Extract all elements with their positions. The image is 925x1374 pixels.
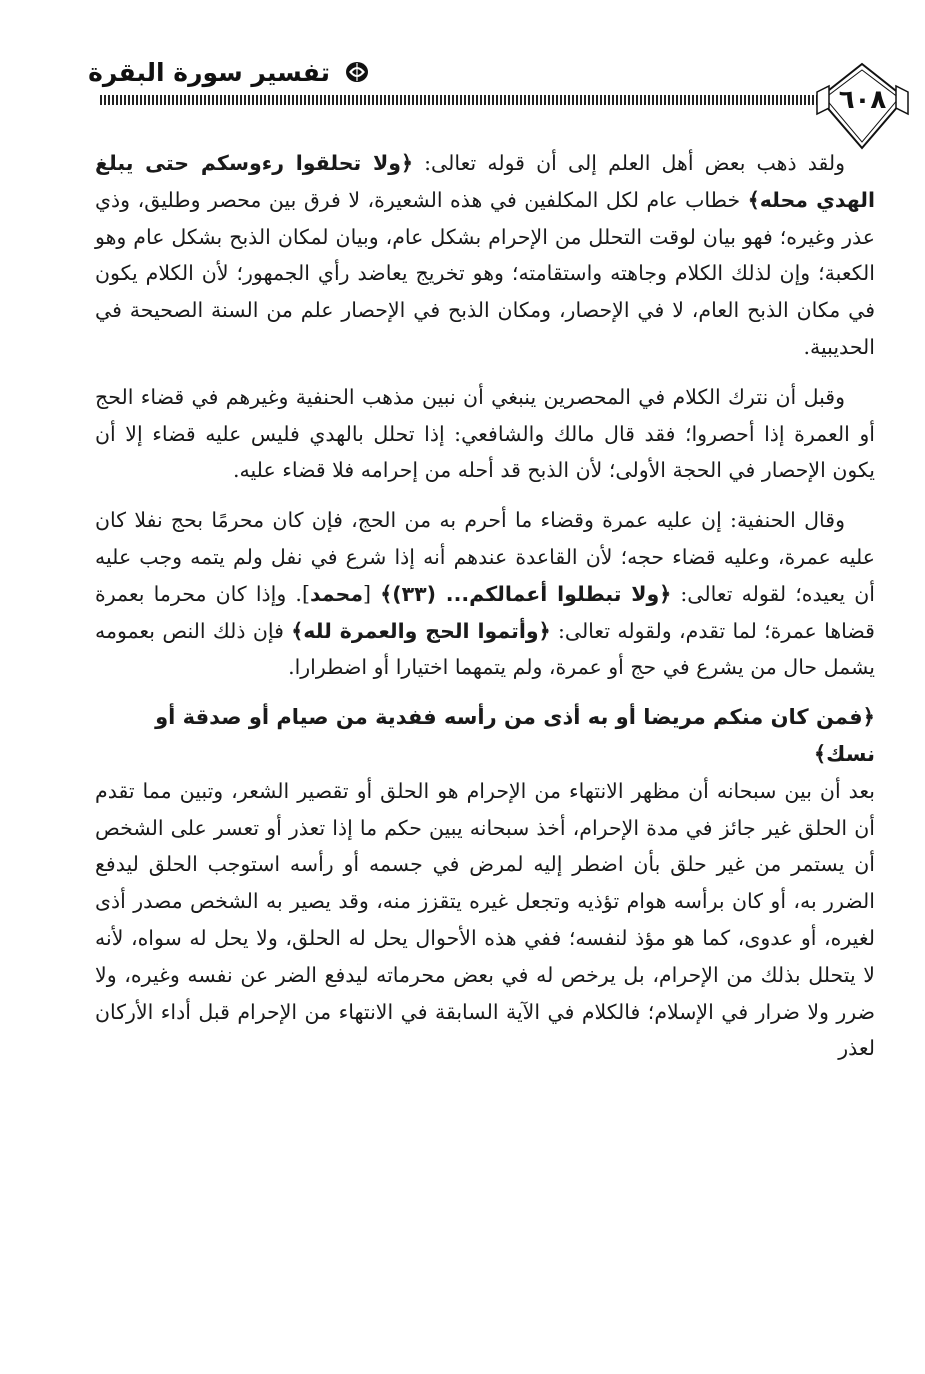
paragraph-1 (95, 145, 875, 366)
paragraph-1-intro: ولقد ذهب بعض أهل العلم إلى أن قوله تعالى: (413, 151, 845, 175)
paragraph-4: بعد أن بين سبحانه أن مظهر الانتهاء من الإحرام هو الحلق أو تقصير الشعر، وتبين مما تقدم أن الحلق غير جائز في مدة الإحرام، أخذ سبحانه يبين حكم ما إذا تعذر أو تعسر على الشخص أن يستمر من غير حلق بأن اضطر إليه لمرض في جسمه أو رأسه استوجب الحلق ليدفع الضرر به، أو كان برأسه هوام تؤذيه وتجعل غيره يتقزز منه، وقد يصير به الشخص مصدر أذى لغيره، أو عدوى، كما هو مؤذ لنفسه؛ ففي هذه الأحوال يحل له الحلق، ولا يحل له سواه، لأنه لا يتحلل بذلك من الإحرام، بل يرخص له في بعض محرماته ليدفع الضر عن نفسه وغيره، ولا ضرر ولا ضرار في الإسلام؛ فالكلام في الآية السابقة في الانتهاء من الإحرام قبل أداء الأركان لعذر (95, 778, 875, 1061)
quran-quote-2: ﴿ولا تبطلوا أعمالكم... (٣٣)﴾ (380, 581, 672, 606)
verse-heading: ﴿فمن كان منكم مريضا أو به أذى من رأسه ففدية من صيام أو صدقة أو نسك﴾ (155, 705, 875, 766)
surah-name: محمد (309, 581, 364, 606)
header-rule (100, 95, 820, 105)
paragraph-2: وقبل أن نترك الكلام في المحصرين ينبغي أن نبين مذهب الحنفية وغيرهم في قضاء الحج أو العمرة إذا أحصروا؛ فقد قال مالك والشافعي: إذا تحلل بالهدي فليس عليه قضاء إلا أن يكون الإحصار في الحجة الأولى؛ لأن الذبح قد أحله من إحرامه فلا قضاء عليه. (95, 384, 875, 483)
quran-quote-1: ﴿ولا تحلقوا رءوسكم حتى يبلغ الهدي محله﴾ (95, 151, 875, 212)
paragraph-3-part-b: [ (363, 581, 381, 606)
paragraph-3 (95, 502, 875, 686)
quran-quote-3: ﴿وأتموا الحج والعمرة لله﴾ (291, 618, 551, 643)
paragraph-3-part-c: ]. وإذا كان محرما بعمرة قضاها عمرة؛ لما تقدم، ولقوله تعالى: (95, 581, 875, 643)
paragraph-1-text: خطاب عام لكل المكلفين في هذه الشعيرة، لا فرق بين محصر وطليق، وذي عذر وغيره؛ فهو بيان لوقت التحلل من الإحرام بشكل عام، وبيان لمكان الذبح بشكل عام وهو الكعبة؛ وإن لذلك الكلام وجاهته واستقامته؛ وهو تخريج يعاضد رأي الجمهور؛ لأن الكلام يكون في مكان الذبح العام، لا في الإحصار، ومكان الذبح في الإحصار علم من السنة الصحيحة في الحديبية. (95, 187, 875, 359)
running-title-text: تفسير سورة البقرة (88, 57, 330, 87)
paragraph-3-part-a: وقال الحنفية: إن عليه عمرة وقضاء ما أحرم به من الحج، فإن كان محرمًا بحج نفلا كان عليه عمرة، وعليه قضاء حجه؛ لأن القاعدة عندهم أنه إذا شرع في نفل ولم يتمه وجب عليه أن يعيده؛ لقوله تعالى: (95, 508, 875, 606)
page-number: ٦٠٨ (838, 85, 887, 115)
flower-ornament-icon (344, 60, 370, 84)
page-header (0, 0, 925, 150)
running-title (70, 52, 370, 92)
paragraph-3-part-d: فإن ذلك النص بعمومه يشمل حال من يشرع في حج أو عمرة، ولم يتمهما اختيارا أو اضطرارا. (95, 618, 875, 680)
page-body (95, 145, 875, 1067)
